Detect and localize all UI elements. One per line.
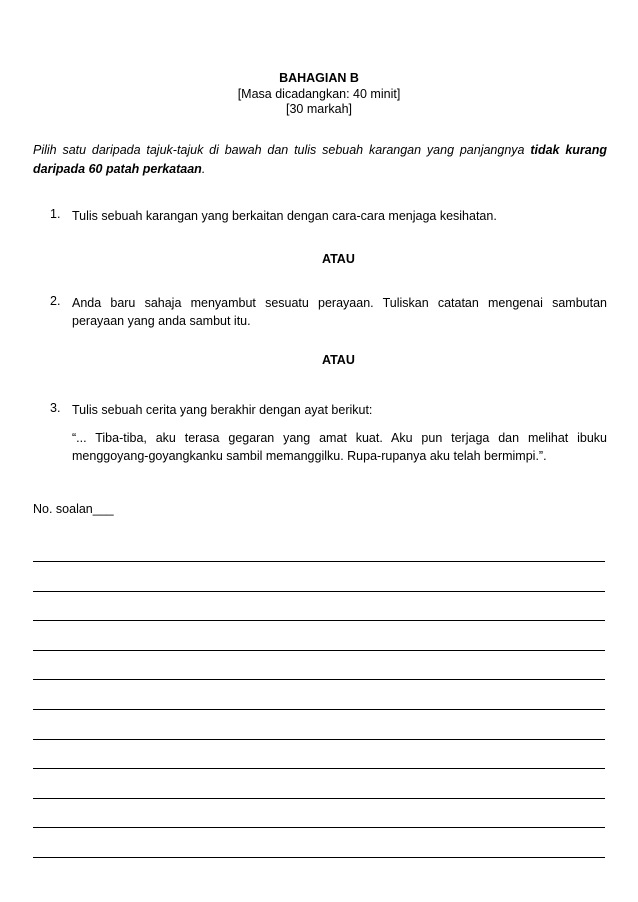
answer-line[interactable] (33, 798, 605, 799)
question-2-number: 2. (50, 294, 61, 308)
answer-line[interactable] (33, 709, 605, 710)
instruction-text: Pilih satu daripada tajuk-tajuk di bawah dan tulis sebuah karangan yang panjangnya (33, 143, 531, 157)
answer-line[interactable] (33, 768, 605, 769)
question-3-quote: “... Tiba-tiba, aku terasa gegaran yang amat kuat. Aku pun terjaga dan melihat ibuku menggoyang-goyangkanku sambil memanggilku. Rupa-rupanya aku telah bermimpi.”. (72, 431, 607, 463)
question-number-field[interactable]: No. soalan___ (33, 502, 114, 516)
question-1-number: 1. (50, 207, 61, 221)
question-2-text: Anda baru sahaja menyambut sesuatu perayaan. Tuliskan catatan mengenai sambutan perayaan yang anda sambut itu. (72, 296, 607, 328)
suggested-time: [Masa dicadangkan: 40 minit] (237, 87, 401, 101)
answer-line[interactable] (33, 827, 605, 828)
instructions (33, 141, 607, 179)
answer-line[interactable] (33, 857, 605, 858)
separator-or-2: ATAU (322, 353, 355, 367)
answer-line[interactable] (33, 561, 605, 562)
answer-line[interactable] (33, 679, 605, 680)
section-title: BAHAGIAN B (279, 71, 359, 85)
instruction-emphasis: tidak kurang daripada 60 patah perkataan (33, 143, 608, 176)
answer-line[interactable] (33, 650, 605, 651)
question-1-text: Tulis sebuah karangan yang berkaitan dengan cara-cara menjaga kesihatan. (72, 209, 497, 223)
question-3-text: Tulis sebuah cerita yang berakhir dengan ayat berikut: (72, 403, 373, 417)
answer-line[interactable] (33, 620, 605, 621)
answer-line[interactable] (33, 591, 605, 592)
question-3-number: 3. (50, 401, 61, 415)
total-marks: [30 markah] (285, 102, 352, 116)
instruction-end: . (201, 162, 206, 176)
separator-or-1: ATAU (322, 252, 355, 266)
answer-line[interactable] (33, 739, 605, 740)
